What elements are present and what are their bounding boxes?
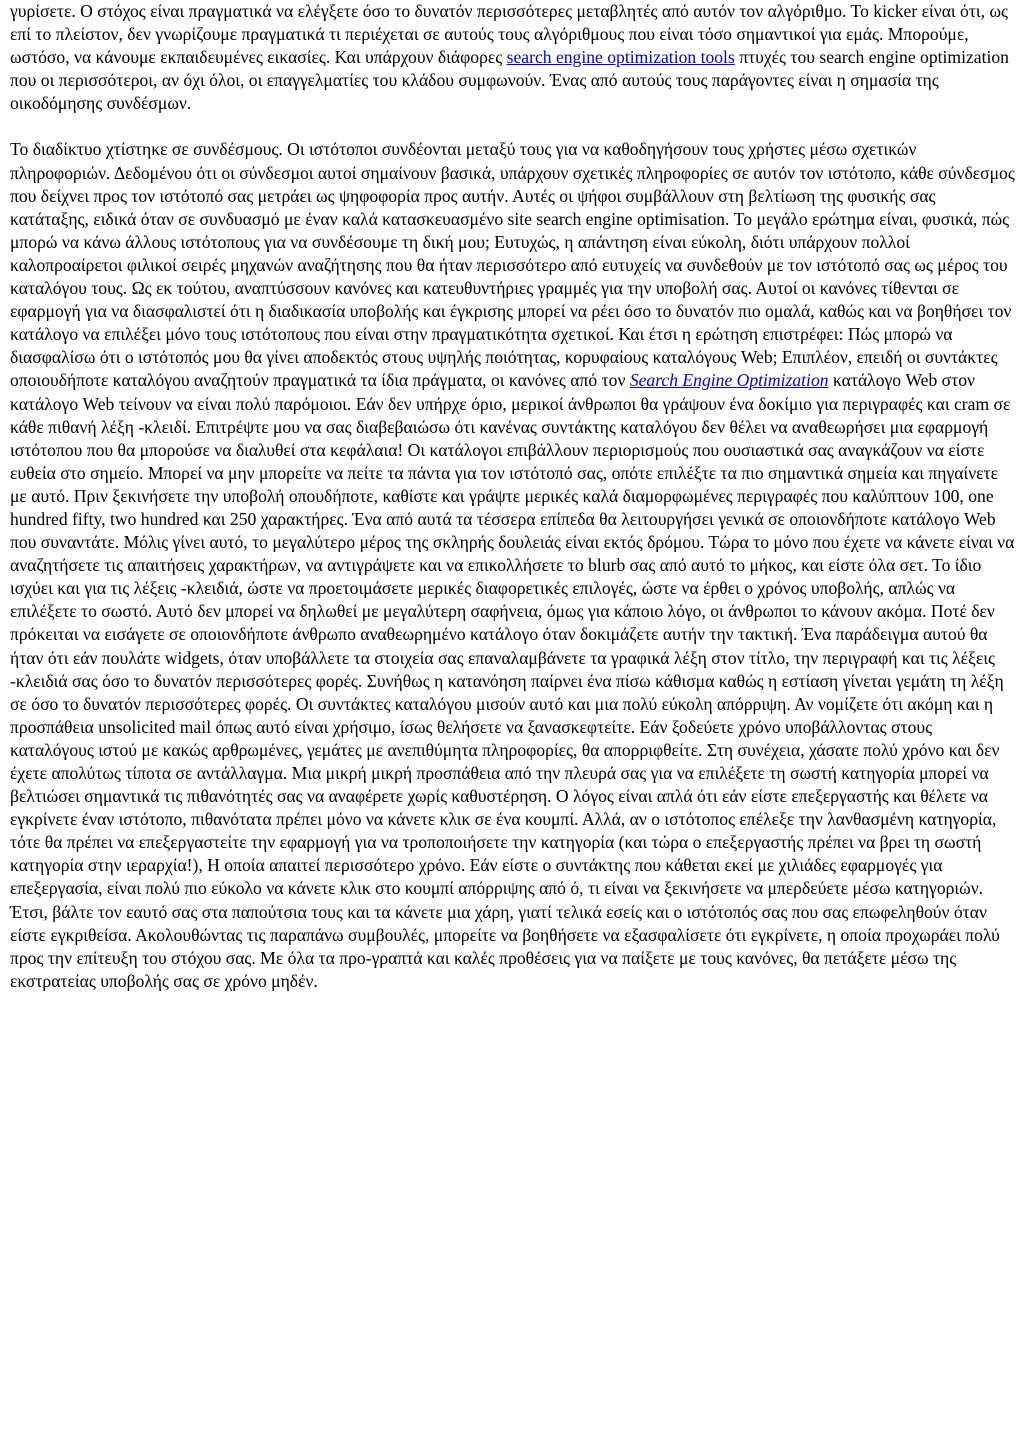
article-body [10,0,1016,993]
paragraph-intro-text-after-link: πτυχές του search engine optimization που οι περισσότεροι, αν όχι όλοι, οι επαγγελματίες του κλάδου συμφωνούν. Ένας από αυτούς τους παράγοντες είναι η σημασία της οικοδόμησης συνδέσμων. [10,47,1009,114]
paragraph-link-building [10,138,1016,992]
paragraph-intro [10,0,1016,115]
paragraph-link-building-text-after-link: κατάλογο Web στον κατάλογο Web τείνουν να είναι πολύ παρόμοιοι. Εάν δεν υπήρχε όριο, μερικοί άνθρωποι θα γράψουν ένα δοκίμιο για περιγραφές και cram σε κάθε πιθανή λέξη -κλειδί. Επιτρέψτε μου να σας διαβεβαιώσω ότι κανένας συντάκτης καταλόγου δεν θέλει να αναθεωρήσει μια εφαρμογή ιστότοπου που θα μπορούσε να διαλυθεί στα κεφάλαια! Οι κατάλογοι επιβάλλουν περιορισμούς που ουσιαστικά σας αναγκάζουν να είστε ευθεία στο σημείο. Μπορεί να μην μπορείτε να πείτε τα πάντα για τον ιστότοπό σας, οπότε επιλέξτε τα πιο σημαντικά σημεία και πηγαίνετε με αυτό. Πριν ξεκινήσετε την υποβολή οπουδήποτε, καθίστε και γράψτε μερικές καλά διαμορφωμένες περιγραφές που καλύπτουν 100, one hundred fifty, two hundred και 250 χαρακτήρες. Ένα από αυτά τα τέσσερα επίπεδα θα λειτουργήσει γενικά σε οποιονδήποτε κατάλογο Web που συναντάτε. Μόλις γίνει αυτό, το μεγαλύτερο μέρος της σκληρής δουλειάς είναι εκτός δρόμου. Τώρα το μόνο που έχετε να κάνετε είναι να αναζητήσετε τις απαιτήσεις χαρακτήρων, να αντιγράψετε και να επικολλήσετε το blurb σας από αυτό το μήκος, και είστε όλα σετ. Το ίδιο ισχύει και για τις λέξεις -κλειδιά, ώστε να προετοιμάσετε μερικές διαφορετικές επιλογές, ώστε να έρθει ο χρόνος υποβολής, απλώς να επιλέξετε το σωστό. Αυτό δεν μπορεί να δηλωθεί με μεγαλύτερη σαφήνεια, όμως για κάποιο λόγο, οι άνθρωποι το κάνουν ακόμα. Ποτέ δεν πρόκειται να εισάγετε σε οποιονδήποτε άνθρωπο αναθεωρημένο κατάλογο όταν δοκιμάζετε αυτήν την τακτική. Ένα παράδειγμα αυτού θα ήταν ότι εάν πουλάτε widgets, όταν υποβάλλετε τα στοιχεία σας επαναλαμβάνετε τα γραφικά λέξη στον τίτλο, την περιγραφή και τις λέξεις -κλειδιά σας όσο το δυνατόν περισσότερες φορές. Συνήθως η κατανόηση παίρνει ένα πίσω κάθισμα καθώς η εστίαση γίνεται γεμάτη τη λέξη σε όσο το δυνατόν περισσότερες φορές. Οι συντάκτες καταλόγου μισούν αυτό και μια πολύ εύκολη απόρριψη. Αν νομίζετε ότι ακόμη και η προσπάθεια unsolicited mail όπως αυτό είναι χρήσιμο, ίσως θελήσετε να ξανασκεφτείτε. Εάν ξοδεύετε χρόνο υποβάλλοντας στους καταλόγους ιστού με κακώς αρθρωμένες, γεμάτες με ανεπιθύμητα πληροφορίες, θα απορριφθείτε. Στη συνέχεια, χάσατε πολύ χρόνο και δεν έχετε απολύτως τίποτα σε αντάλλαγμα. Μια μικρή μικρή προσπάθεια από την πλευρά σας για να επιλέξετε τη σωστή κατηγορία μπορεί να βελτιώσει σημαντικά τις πιθανότητές σας να αναφέρετε χωρίς καθυστέρηση. Ο λόγος είναι απλά ότι εάν είστε επεξεργαστής και θέλετε να εγκρίνετε έναν ιστότοπο, πιθανότατα πρέπει μόνο να κάνετε κλικ σε ένα κουμπί. Αλλά, αν ο ιστότοπος επέλεξε την λανθασμένη κατηγορία, τότε θα πρέπει να επεξεργαστείτε την εφαρμογή για να τροποποιήσετε την κατηγορία (και τώρα ο επεξεργαστής πρέπει να βρει τη σωστή κατηγορία στην ιεραρχία!), Η οποία απαιτεί περισσότερο χρόνο. Εάν είστε ο συντάκτης που κάθεται εκεί με χιλιάδες εφαρμογές για επεξεργασία, είναι πολύ πιο εύκολο να κάνετε κλικ στο κουμπί απόρριψης από ό, τι είναι να ξεκινήσετε να μπερδεύετε μέσω κατηγοριών. Έτσι, βάλτε τον εαυτό σας στα παπούτσια τους και τα κάνετε μια χάρη, γιατί τελικά εσείς και ο ιστότοπός σας που σας επωφεληθούν όταν είστε εγκριθείσα. Ακολουθώντας τις παραπάνω συμβουλές, μπορείτε να βοηθήσετε να εξασφαλίσετε ότι εγκρίνετε, η οποία προχωράει πολύ προς την επίτευξη του στόχου σας. Με όλα τα προ-γραπτά και καλές προθέσεις για να παίξετε με τους κανόνες, θα πετάξετε μέσω της εκστρατείας υποβολής σας σε χρόνο μηδέν. [10,370,1015,991]
paragraph-intro-text-before-link: γυρίσετε. Ο στόχος είναι πραγματικά να ελέγξετε όσο το δυνατόν περισσότερες μεταβλητές από αυτόν τον αλγόριθμο. Το kicker είναι ότι, ως επί το πλείστον, δεν γνωρίζουμε πραγματικά τι περιέχεται σε αυτούς τους αλγόριθμους που είναι τόσο σημαντικοί για εμάς. Μπορούμε, ωστόσο, να κάνουμε εκπαιδευμένες εικασίες. Και υπάρχουν διάφορες [10,1,1008,68]
seo-tools-link[interactable]: search engine optimization tools [506,47,735,68]
paragraph-link-building-text-before-link: Το διαδίκτυο χτίστηκε σε συνδέσμους. Οι ιστότοποι συνδέονται μεταξύ τους για να καθοδηγήσουν τους χρήστες μέσω σχετικών πληροφοριών. Δεδομένου ότι οι σύνδεσμοι αυτοί σημαίνουν βασικά, υπάρχουν σχετικές πληροφορίες σε αυτόν τον ιστότοπο, κάθε σύνδεσμος που δείχνει προς τον ιστότοπό σας μετράει ως ψηφοφορία προς αυτήν. Αυτές οι ψήφοι συμβάλλουν στη βελτίωση της φυσικής σας κατάταξης, ειδικά όταν σε συνδυασμό με έναν καλά κατασκευασμένο site search engine optimisation. Το μεγάλο ερώτημα είναι, φυσικά, πώς μπορώ να κάνω άλλους ιστότοπους για να συνδέσουμε τη δική μου; Ευτυχώς, η απάντηση είναι εύκολη, διότι υπάρχουν πολλοί καλοπροαίρετοι φιλικοί σειρές μηχανών αναζήτησης που θα ήταν περισσότερο από ευτυχείς να συνδεθούν με τον ιστότοπό σας ως μέρος του καταλόγου τους. Ως εκ τούτου, αναπτύσσουν κανόνες και κατευθυντήριες γραμμές για την υποβολή σας. Αυτοί οι κανόνες τίθενται σε εφαρμογή για να διασφαλιστεί ότι η διαδικασία υποβολής και έγκρισης μπορεί να ρέει όσο το δυνατόν πιο ομαλά, καθώς και να βοηθήσει τον κατάλογο να επιλέξει μόνο τους ιστότοπους που είναι στην πραγματικότητα σχετικοί. Και έτσι η ερώτηση επιστρέφει: Πώς μπορώ να διασφαλίσω ότι ο ιστότοπός μου θα γίνει αποδεκτός στους υψηλής ποιότητας, κορυφαίους καταλόγους Web; Επιπλέον, επειδή οι συντάκτες οποιουδήποτε καταλόγου αναζητούν πραγματικά τα ίδια πράγματα, οι κανόνες από τον [10,139,1015,391]
seo-directory-link[interactable]: Search Engine Optimization [629,370,829,391]
